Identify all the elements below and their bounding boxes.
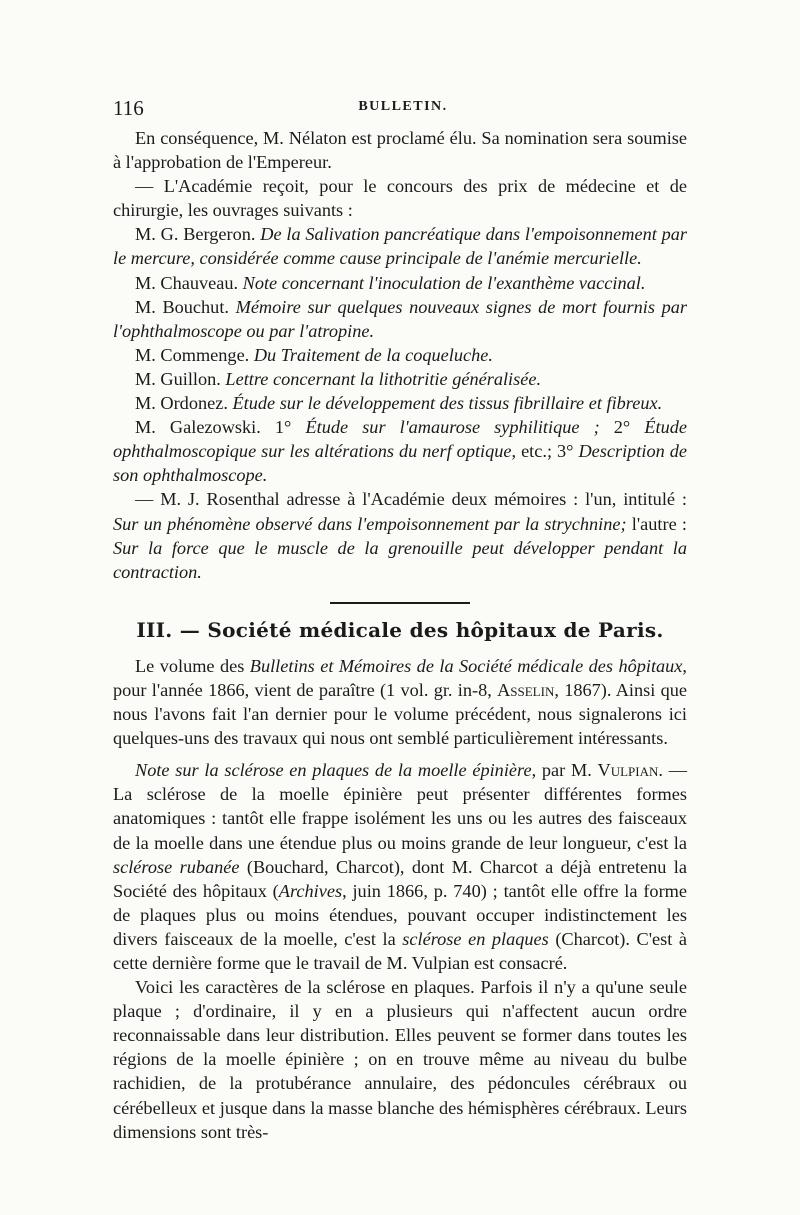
text-run: Voici les caractères de la sclérose en plaques. Parfois il n'y a qu'une seule plaque ; d'ordinaire, il y en a plusieurs qui n'affectent aucun ordre reconnaissable dans leur distribution. Elles peuvent se former dans toutes les régions de la moelle épinière ; on en trouve même au niveau du bulbe rachidien, de la protubérance annulaire, des pédoncules cérébraux ou cérébelleux et jusque dans la masse blanche des hémisphères cérébraux. Leurs dimensions sont très- xyxy=(113,977,687,1142)
running-title: BULLETIN. xyxy=(358,99,448,114)
text-run: Le volume des xyxy=(135,655,250,676)
text-run: M. G. Bergeron. xyxy=(135,224,261,245)
text-run: (Charcot). C'est à cette dernière forme que le travail de M. Vulpian est consacré. xyxy=(113,928,687,973)
text-run: M. Galezowski. 1° xyxy=(135,417,306,438)
italic-text: sclérose rubanée xyxy=(113,856,240,877)
text-run: , 1867). Ainsi que nous l'avons fait l'an dernier pour le volume précédent, nous signalerons ici quelques-uns des travaux qui nous ont semblé particulièrement intéressants. xyxy=(113,679,687,749)
paragraph xyxy=(113,174,687,222)
paragraph xyxy=(113,487,687,583)
italic-text: Sur la force que le muscle de la grenouille peut développer pendant la contraction. xyxy=(113,537,687,582)
text-run: 2° xyxy=(613,417,645,438)
section-title: III. — Société médicale des hôpitaux de Paris. xyxy=(136,617,664,642)
section-divider xyxy=(330,602,470,604)
paragraph xyxy=(113,126,687,174)
text-run: — L'Académie reçoit, pour le concours des prix de médecine et de chirurgie, les ouvrages suivants : xyxy=(113,176,687,221)
paragraph xyxy=(113,271,687,295)
paragraph xyxy=(113,758,687,975)
page-number: 116 xyxy=(113,96,144,120)
italic-text: Étude sur le développement des tissus fibrillaire et fibreux. xyxy=(232,393,663,414)
paragraph xyxy=(113,415,687,487)
italic-text: Étude ophthalmoscopique sur les altérations du nerf optique xyxy=(113,417,687,462)
italic-text: Du Traitement de la coqueluche. xyxy=(253,344,493,365)
italic-text: Archives xyxy=(278,880,343,901)
paragraph xyxy=(113,654,687,750)
text-run: M. Guillon. xyxy=(135,368,226,389)
text-run: (Bouchard, Charcot), dont M. Charcot a déjà entretenu la Société des hôpitaux ( xyxy=(113,856,687,901)
text-run: En conséquence, M. Nélaton est proclamé élu. Sa nomination sera soumise à l'approbation de l'Empereur. xyxy=(113,128,687,173)
text-run: , etc.; 3° xyxy=(511,441,579,462)
italic-text: Mémoire sur quelques nouveaux signes de mort fournis par l'ophthalmoscope ou par l'atropine. xyxy=(113,296,687,341)
italic-text: Note sur la sclérose en plaques de la moelle épinière xyxy=(135,760,532,781)
text-run: M. Chauveau. xyxy=(135,272,243,293)
italic-text: Description de son ophthalmoscope. xyxy=(113,441,687,486)
text-run: M. Commenge. xyxy=(135,344,254,365)
italic-text: Lettre concernant la lithotritie généralisée. xyxy=(225,368,542,389)
text-run: , par M. xyxy=(531,760,598,781)
text-run: l'autre : xyxy=(626,513,687,534)
paragraph xyxy=(113,975,687,1144)
italic-text: Bulletins et Mémoires de la Société médicale des hôpitaux xyxy=(249,655,683,676)
paragraph xyxy=(113,343,687,367)
text-run: Vulpian xyxy=(597,760,659,781)
paragraph xyxy=(113,295,687,343)
text-run: M. Ordonez. xyxy=(135,393,233,414)
italic-text: Étude sur l'amaurose syphilitique ; xyxy=(305,417,614,438)
text-run: , juin 1866, p. 740) ; tantôt elle offre la forme de plaques plus ou moins étendues, pouvant occuper indistinctement les divers faisceaux de la moelle, c'est la xyxy=(113,880,687,949)
text-run: , pour l'année 1866, vient de paraître (1 vol. gr. in-8, xyxy=(113,655,687,700)
section-body xyxy=(113,654,687,1144)
text-run: Asselin xyxy=(497,679,555,700)
paragraph xyxy=(113,222,687,270)
text-run: M. Bouchut. xyxy=(135,296,236,317)
italic-text: Sur un phénomène observé dans l'empoisonnement par la strychnine; xyxy=(113,513,627,534)
italic-text: sclérose en plaques xyxy=(402,928,549,949)
announcements-list xyxy=(113,126,687,584)
paragraph xyxy=(113,367,687,391)
italic-text: De la Salivation pancréatique dans l'empoisonnement par le mercure, considérée comme cause principale de l'anémie mercurielle. xyxy=(113,224,687,269)
text-run: — M. J. Rosenthal adresse à l'Académie deux mémoires : l'un, intitulé : xyxy=(135,489,687,510)
page-body xyxy=(113,126,687,1144)
text-run: . — La sclérose de la moelle épinière peut présenter différentes formes anatomiques : tantôt elle frappe isolément les uns ou les autres des faisceaux de la moelle dans une étendue plus ou moins grande de leur longueur, c'est la xyxy=(113,760,687,853)
italic-text: Note concernant l'inoculation de l'exanthème vaccinal. xyxy=(242,272,646,293)
page-header xyxy=(113,96,693,120)
paragraph xyxy=(113,391,687,415)
